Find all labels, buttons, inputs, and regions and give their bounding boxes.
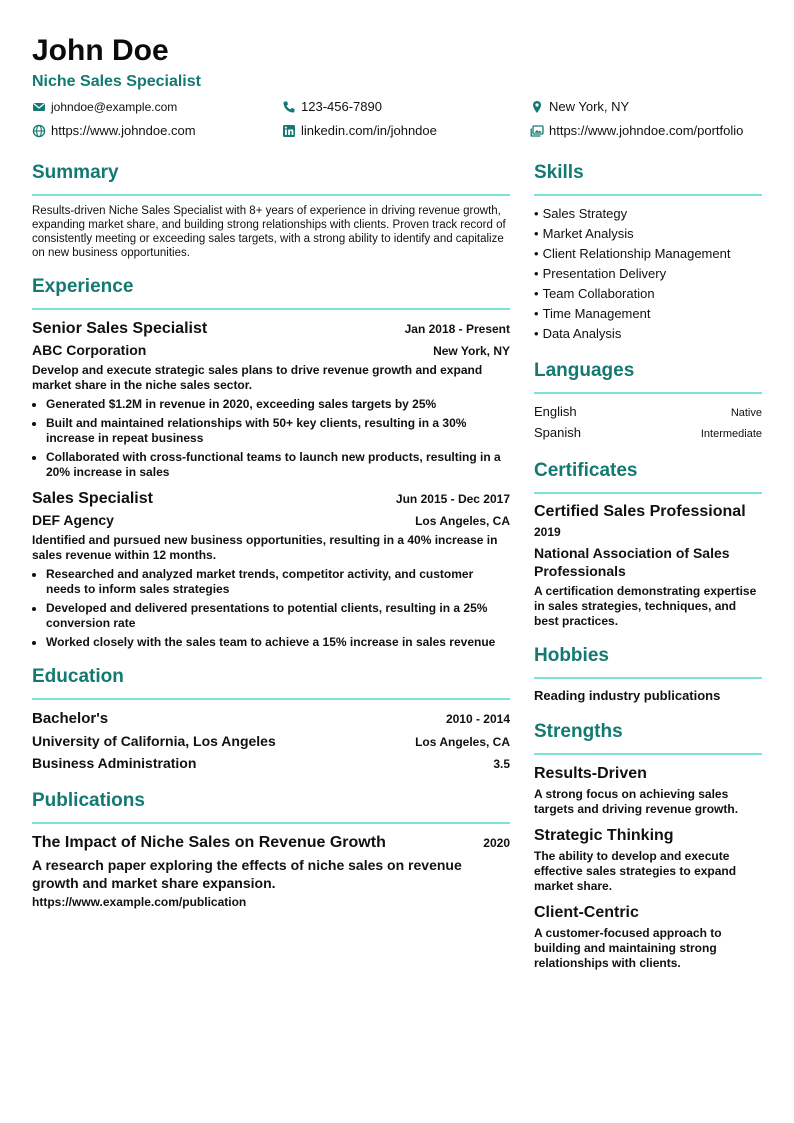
job-company: DEF Agency: [32, 512, 114, 528]
skill-item: • Data Analysis: [534, 324, 762, 344]
education-heading: Education: [32, 664, 510, 700]
job-bullet: • Built and maintained relationships with 50+ key clients, resulting in a 30% increase in repeat business: [46, 416, 510, 446]
hobby-item: Reading industry publications: [534, 688, 721, 703]
job-location: New York, NY: [433, 344, 510, 358]
publications-section: [32, 788, 510, 909]
hobbies-heading: Hobbies: [534, 643, 762, 679]
education-degree: Bachelor's: [32, 710, 109, 727]
language-name: English: [534, 404, 577, 419]
contact-portfolio-text: https://www.johndoe.com/portfolio: [549, 123, 744, 138]
strength-title: Client-Centric: [534, 904, 639, 921]
strength-description: A strong focus on achieving sales targets and driving revenue growth.: [534, 787, 739, 816]
certificate-name: Certified Sales Professional: [534, 503, 746, 520]
job-title: Sales Specialist: [32, 490, 153, 507]
education-gpa: 3.5: [493, 757, 510, 771]
job-bullets: [32, 397, 510, 480]
strengths-heading: Strengths: [534, 719, 762, 755]
skill-item: • Sales Strategy: [534, 204, 762, 224]
job-entry: [32, 488, 510, 650]
experience-heading: Experience: [32, 274, 510, 310]
globe-icon: [32, 124, 46, 138]
job-bullet: • Developed and delivered presentations to potential clients, resulting in a 25% conversion rate: [46, 601, 510, 631]
skill-item: • Time Management: [534, 304, 762, 324]
job-bullet: • Collaborated with cross-functional teams to launch new products, resulting in a 20% increase in sales: [46, 450, 510, 480]
strength-item: [534, 825, 762, 894]
contact-location: [530, 98, 762, 116]
strength-title: Strategic Thinking: [534, 827, 674, 844]
job-bullet: • Researched and analyzed market trends, competitor activity, and customer needs to inform sales strategies: [46, 567, 510, 597]
job-bullet: • Generated $1.2M in revenue in 2020, exceeding sales targets by 25%: [46, 397, 510, 412]
language-name: Spanish: [534, 425, 581, 440]
contact-linkedin[interactable]: [282, 122, 530, 140]
certificate-year: 2019: [534, 525, 561, 539]
linkedin-icon: [282, 124, 296, 138]
summary-section: [32, 160, 510, 260]
summary-text: Results-driven Niche Sales Specialist with 8+ years of experience in driving revenue growth, expanding market share, and building strong relationships with clients. Proven track record of consistently meeting or exceeding sales targets, with a strong ability to identify and capitalize on new business opportunities.: [32, 205, 506, 259]
education-dates: 2010 - 2014: [445, 712, 510, 726]
candidate-title: Niche Sales Specialist: [32, 73, 201, 90]
contact-website[interactable]: [32, 122, 282, 140]
skill-item: • Market Analysis: [534, 224, 762, 244]
skills-heading: Skills: [534, 160, 762, 196]
education-field: Business Administration: [32, 755, 197, 771]
certificates-section: [534, 458, 762, 629]
contact-website-text: https://www.johndoe.com: [51, 123, 196, 138]
strength-item: [534, 902, 762, 971]
candidate-name: John Doe: [32, 34, 169, 67]
publication-link[interactable]: https://www.example.com/publication: [32, 895, 247, 909]
resume-page: [32, 34, 762, 970]
contact-phone[interactable]: [282, 98, 530, 116]
job-entry: [32, 318, 510, 480]
skill-item: • Client Relationship Management: [534, 244, 762, 264]
education-location: Los Angeles, CA: [415, 735, 510, 749]
language-level: Native: [730, 407, 762, 419]
contact-portfolio[interactable]: [530, 122, 762, 140]
contact-email-text: johndoe@example.com: [51, 100, 178, 114]
language-level: Intermediate: [700, 428, 762, 440]
experience-section: [32, 274, 510, 650]
summary-heading: Summary: [32, 160, 510, 196]
strength-description: The ability to develop and execute effective sales strategies to expand market share.: [534, 849, 737, 893]
contact-info: [32, 98, 762, 140]
contact-linkedin-text: linkedin.com/in/johndoe: [301, 123, 437, 138]
job-description: Develop and execute strategic sales plans to drive revenue growth and expand market share in the niche sales sector.: [32, 363, 483, 392]
education-school: University of California, Los Angeles: [32, 733, 276, 749]
skills-list: [534, 204, 762, 344]
publication-title: The Impact of Niche Sales on Revenue Growth: [32, 834, 386, 851]
publications-heading: Publications: [32, 788, 510, 824]
languages-section: [534, 358, 762, 444]
envelope-icon: [32, 100, 46, 114]
hobbies-section: [534, 643, 762, 705]
strength-item: [534, 763, 762, 817]
publication-description: A research paper exploring the effects of niche sales on revenue growth and market share expansion.: [32, 857, 462, 891]
job-dates: Jan 2018 - Present: [404, 322, 510, 336]
strength-description: A customer-focused approach to building and maintaining strong relationships with clients.: [534, 926, 722, 970]
images-icon: [530, 124, 544, 138]
job-company: ABC Corporation: [32, 342, 147, 358]
contact-phone-text: 123-456-7890: [301, 99, 382, 114]
right-column: [534, 160, 762, 985]
languages-heading: Languages: [534, 358, 762, 394]
skills-section: [534, 160, 762, 344]
job-bullets: [32, 567, 510, 650]
strengths-section: [534, 719, 762, 971]
job-location: Los Angeles, CA: [415, 514, 510, 528]
contact-email[interactable]: [32, 98, 282, 116]
skill-item: • Team Collaboration: [534, 284, 762, 304]
language-item: [534, 402, 762, 423]
contact-location-text: New York, NY: [549, 99, 630, 114]
language-item: [534, 423, 762, 444]
job-description: Identified and pursued new business opportunities, resulting in a 40% increase in sales revenue within 12 months.: [32, 533, 498, 562]
publication-year: 2020: [483, 836, 510, 850]
phone-icon: [282, 100, 296, 114]
left-column: [32, 160, 510, 923]
strength-title: Results-Driven: [534, 765, 647, 782]
job-bullet: • Worked closely with the sales team to achieve a 15% increase in sales revenue: [46, 635, 510, 650]
certificates-heading: Certificates: [534, 458, 762, 494]
certificate-issuer: National Association of Sales Professionals: [534, 545, 730, 579]
certificate-description: A certification demonstrating expertise in sales strategies, techniques, and best practices.: [534, 584, 757, 628]
education-section: [32, 664, 510, 774]
job-dates: Jun 2015 - Dec 2017: [395, 492, 510, 506]
map-pin-icon: [530, 100, 544, 114]
skill-item: • Presentation Delivery: [534, 264, 762, 284]
job-title: Senior Sales Specialist: [32, 320, 208, 337]
